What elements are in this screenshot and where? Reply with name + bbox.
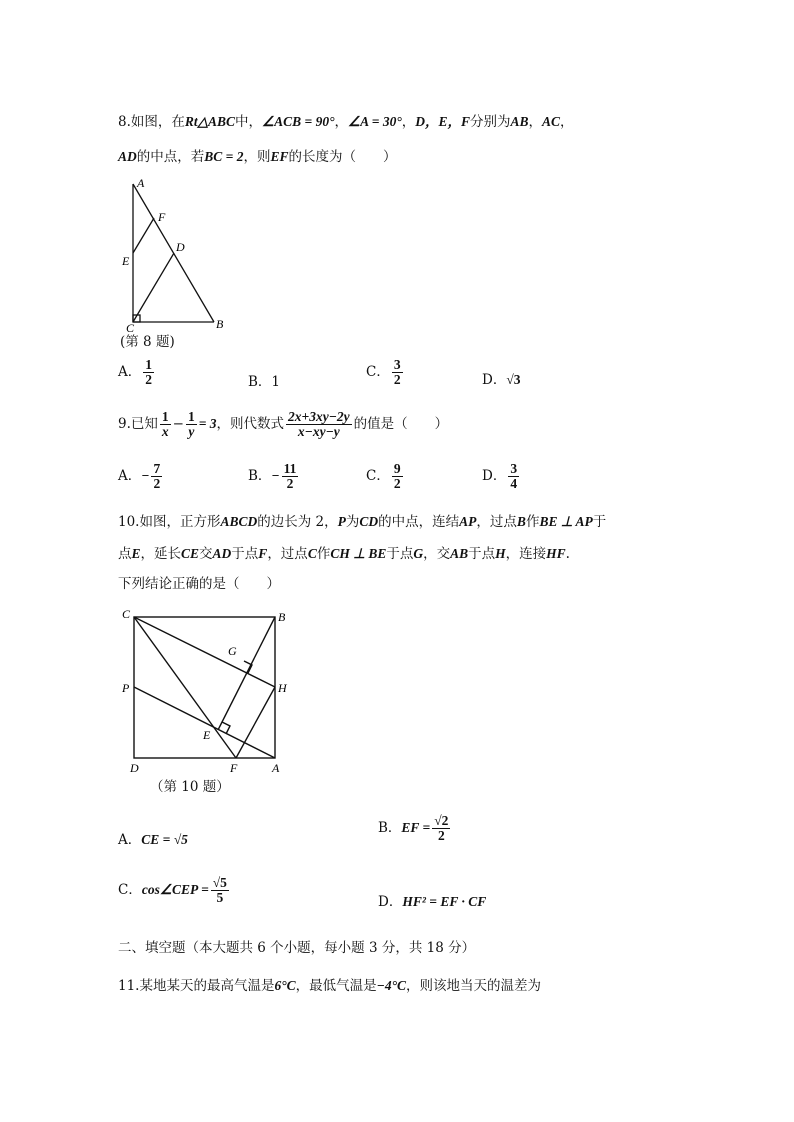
q11-line: 11.某地某天的最高气温是6°C，最低气温是−4°C，则该地当天的温差为	[118, 978, 541, 994]
fig10-seg-ap	[134, 687, 275, 758]
fig8-label-b: B	[216, 317, 224, 331]
fig10-label-f: F	[230, 761, 238, 775]
fig8-seg-cd	[133, 253, 174, 322]
fig10-label-c: C	[122, 607, 131, 621]
q10-line2: 点E，延长CE交AD于点F，过点C作CH ⊥ BE于点G，交AB于点H，连接HF.	[118, 546, 570, 562]
fig8-label-f: F	[158, 210, 166, 224]
fig10-label-p: P	[122, 681, 130, 695]
q8-option-d[interactable]: D．√3	[482, 372, 521, 388]
q10-option-a[interactable]: A．CE = √5	[118, 832, 188, 848]
fig8-label-d: D	[176, 240, 185, 254]
figure-q10	[118, 605, 308, 785]
q10-option-d[interactable]: D．HF² = EF · CF	[378, 894, 487, 910]
q8-option-b[interactable]: B．1	[248, 374, 281, 390]
q8-line2: AD的中点，若BC = 2，则EF的长度为（ ）	[118, 149, 397, 165]
q9-line: 9.已知 $\frac{1}{x}$ − $\frac{1}{y}$ = 3，则代数式 $\frac{2x+3xy-2y}{x-xy-y}$ 的值是（ ）	[118, 409, 449, 440]
fig10-label-a: A	[272, 761, 280, 775]
q8-option-a[interactable]: A． $\frac{1}{2}$	[118, 357, 152, 388]
fig8-caption: (第 8 题)	[120, 334, 175, 350]
q9-option-b[interactable]: B．− $\frac{11}{2}$	[248, 461, 297, 492]
fig8-label-a: A	[137, 176, 145, 190]
fig8-label-e: E	[122, 254, 130, 268]
q9-option-a[interactable]: A．− $\frac{7}{2}$	[118, 461, 161, 492]
fig8-seg-ef	[133, 218, 154, 253]
fig10-seg-ch	[134, 617, 275, 687]
q8-option-c[interactable]: C． $\frac{3}{2}$	[366, 357, 401, 388]
q10-line1: 10.如图，正方形ABCD的边长为 2，P为CD的中点，连结AP，过点B作BE ⊥ AP于	[118, 514, 607, 530]
fig10-seg-hf	[236, 687, 275, 758]
fig8-label-c: C	[126, 321, 135, 335]
q10-option-b[interactable]: B．EF = $\frac{√2}{2}$	[378, 813, 449, 844]
fig10-label-b: B	[278, 610, 286, 624]
q9-option-d[interactable]: D． $\frac{3}{4}$	[482, 461, 518, 492]
fig10-label-e: E	[203, 728, 211, 742]
q8-line1: 8.如图，在Rt△ABC中，∠ACB = 90°，∠A = 30°，D，E，F分别为AB，AC，	[118, 114, 574, 130]
fig10-seg-be	[218, 617, 275, 730]
fig10-label-g: G	[228, 644, 237, 658]
fig10-seg-cf	[134, 617, 236, 758]
section-fill-in-heading: 二、填空题（本大题共 6 个小题，每小题 3 分，共 18 分）	[118, 940, 476, 956]
figure-q8	[118, 176, 238, 336]
q10-option-c[interactable]: C．cos∠CEP = $\frac{√5}{5}$	[118, 875, 227, 906]
fig10-label-d: D	[130, 761, 139, 775]
fig10-caption: （第 10 题）	[150, 779, 230, 795]
fig10-label-h: H	[278, 681, 287, 695]
q10-line3: 下列结论正确的是（ ）	[118, 576, 280, 592]
q9-option-c[interactable]: C． $\frac{9}{2}$	[366, 461, 401, 492]
